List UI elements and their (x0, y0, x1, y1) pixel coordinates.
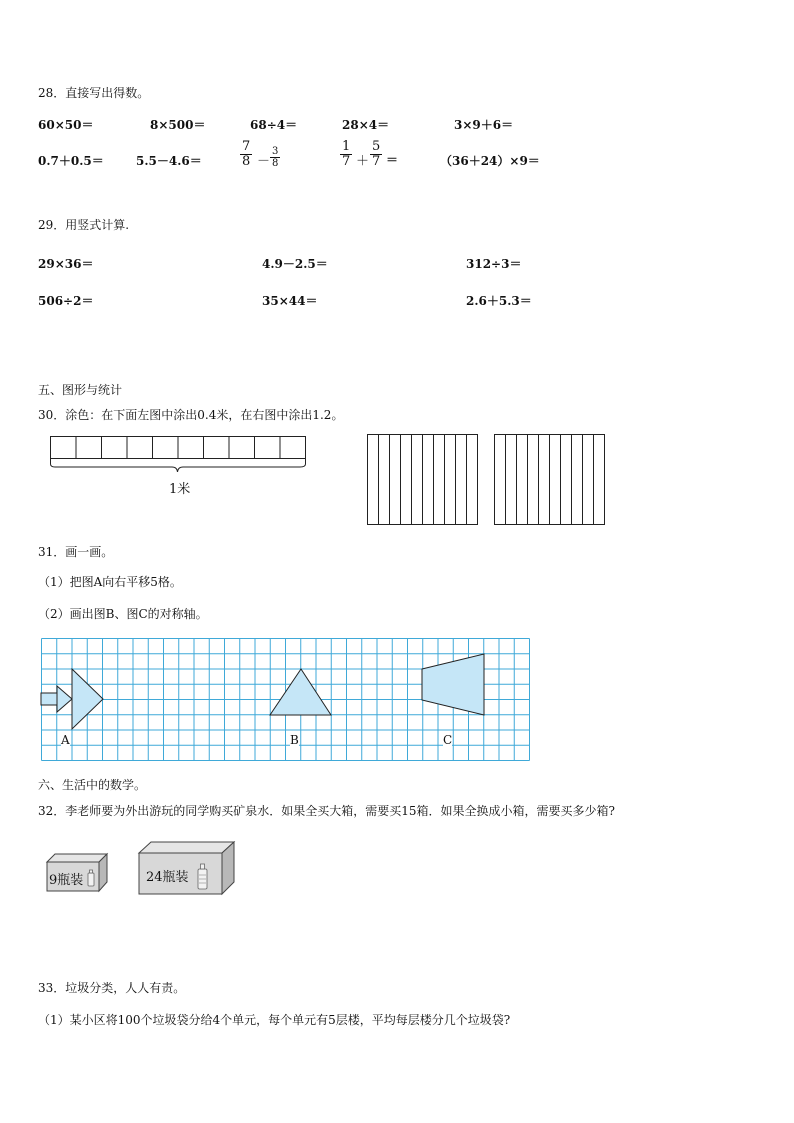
figure-label-a: A (61, 733, 70, 747)
numerator: 3 (272, 146, 279, 157)
denominator: 7 (342, 154, 351, 169)
figure-label-b: B (290, 733, 299, 747)
denominator: 7 (372, 154, 381, 169)
section-heading: 五、图形与统计 (38, 383, 123, 397)
ruler-label: 1米 (169, 482, 191, 497)
q29-item: 506÷2＝ (38, 294, 94, 308)
q28-item: 0.7＋0.5＝ (38, 154, 104, 168)
fraction (370, 140, 382, 169)
operator: － (257, 154, 271, 169)
q28-item: 3×9＋6＝ (454, 118, 514, 132)
q29-item: 29×36＝ (38, 257, 94, 271)
numerator: 5 (372, 139, 381, 154)
q32-title: 32．李老师要为外出游玩的同学购买矿泉水．如果全买大箱，需要买15箱．如果全换成小箱，需要买多少箱? (38, 804, 615, 818)
strip-grid-left (367, 434, 479, 526)
figure-label-c: C (443, 733, 453, 747)
q28-item: （36＋24）×9＝ (440, 154, 540, 168)
numerator: 7 (242, 139, 251, 154)
q28-item: 28×4＝ (342, 118, 390, 132)
figure-a (41, 669, 103, 729)
q28-title: 28．直接写出得数。 (38, 86, 150, 100)
denominator: 8 (242, 154, 251, 169)
q31-sub1: （1）把图A向右平移5格。 (38, 575, 182, 589)
strip-grid-right (494, 434, 606, 526)
q28-item: 8×500＝ (150, 118, 206, 132)
small-box-label: 9瓶装 (49, 873, 84, 888)
q28-item: 60×50＝ (38, 118, 94, 132)
big-box-label: 24瓶装 (146, 870, 189, 885)
q29-item: 2.6＋5.3＝ (466, 294, 532, 308)
denominator: 8 (272, 158, 279, 169)
section-heading: 六、生活中的数学。 (38, 778, 147, 792)
figure-b (270, 669, 331, 715)
q31-title: 31．画一画。 (38, 545, 114, 559)
operator: ＋ (356, 154, 370, 169)
q33-sub1: （1）某小区将100个垃圾袋分给4个单元，每个单元有5层楼，平均每层楼分几个垃圾袋? (38, 1013, 511, 1027)
q30-title: 30．涂色：在下面左图中涂出0.4米，在右图中涂出1.2。 (38, 408, 344, 422)
q29-item: 4.9－2.5＝ (262, 257, 328, 271)
q31-sub2: （2）画出图B、图C的对称轴。 (38, 607, 208, 621)
fraction (340, 140, 352, 169)
q29-title: 29．用竖式计算. (38, 218, 130, 232)
q28-item: 5.5－4.6＝ (136, 154, 202, 168)
q29-item: 312÷3＝ (466, 257, 522, 271)
fraction (240, 140, 252, 169)
equals-sign: ＝ (386, 153, 399, 167)
translation-grid (41, 638, 531, 764)
q33-title: 33．垃圾分类，人人有责。 (38, 981, 186, 995)
q28-item: 68÷4＝ (250, 118, 298, 132)
numerator: 1 (342, 139, 351, 154)
fraction (270, 146, 280, 169)
q29-item: 35×44＝ (262, 294, 318, 308)
figure-c (422, 654, 484, 715)
